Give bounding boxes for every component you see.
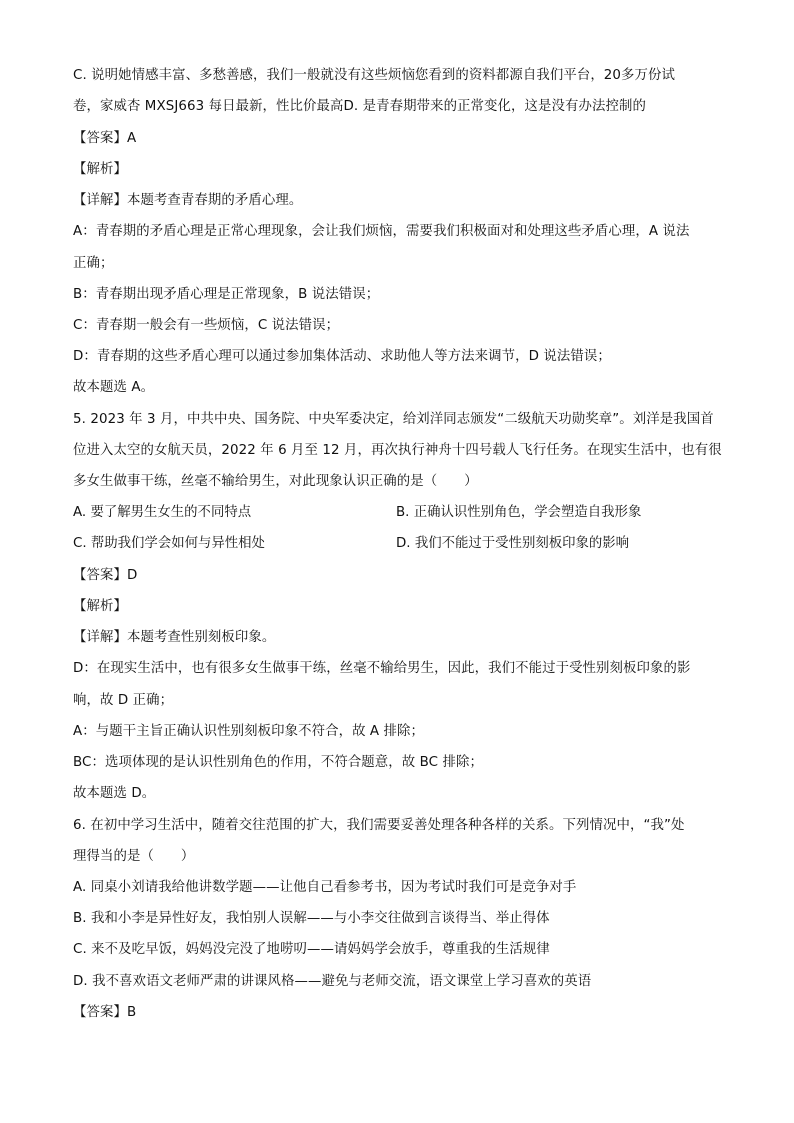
q6-option-c: C. 来不及吃早饭，妈妈没完没了地唠叨——请妈妈学会放手，尊重我的生活规律 [73, 942, 550, 957]
q5-answer: 【答案】D [73, 568, 138, 583]
q4-a-line1: A：青春期的矛盾心理是正常心理现象，会让我们烦恼，需要我们积极面对和处理这些矛盾心理，A 说法 [73, 224, 690, 239]
q6-option-b: B. 我和小李是异性好友，我怕别人误解——与小李交往做到言谈得当、举止得体 [73, 911, 550, 926]
q5-option-a: A. 要了解男生女生的不同特点 [73, 505, 252, 520]
q5-analysis: 【解析】 [73, 599, 127, 614]
q5-stem-line1: 5. 2023 年 3 月，中共中央、国务院、中央军委决定，给刘洋同志颁发“二级航天功勋奖章”。刘洋是我国首 [73, 412, 714, 427]
q6-option-a: A. 同桌小刘请我给他讲数学题——让他自己看参考书，因为考试时我们可是竞争对手 [73, 880, 577, 895]
q4-c-line: C：青春期一般会有一些烦恼，C 说法错误； [73, 318, 340, 333]
q5-detail: 【详解】本题考查性别刻板印象。 [73, 630, 276, 645]
q5-conclusion: 故本题选 D。 [73, 786, 156, 801]
q6-stem-line1: 6. 在初中学习生活中，随着交往范围的扩大，我们需要妥善处理各种各样的关系。下列情况中，“我”处 [73, 818, 685, 833]
q4-d-line: D：青春期的这些矛盾心理可以通过参加集体活动、求助他人等方法来调节，D 说法错误； [73, 349, 611, 364]
q5-a-line: A：与题干主旨正确认识性别刻板印象不符合，故 A 排除； [73, 724, 425, 739]
q4-b-line: B：青春期出现矛盾心理是正常现象，B 说法错误； [73, 287, 380, 302]
q4-analysis: 【解析】 [73, 162, 127, 177]
q5-stem-line2: 位进入太空的女航天员，2022 年 6 月至 12 月，再次执行神舟十四号载人飞行任务。在现实生活中，也有很 [73, 443, 722, 458]
q4-analysis-label: 解析 [86, 162, 114, 177]
q4-answer: 【答案】A [73, 131, 137, 146]
q6-option-d: D. 我不喜欢语文老师严肃的讲课风格——避免与老师交流，语文课堂上学习喜欢的英语 [73, 974, 592, 989]
q6-stem-line2: 理得当的是（ ） [73, 849, 195, 864]
q5-analysis-label: 解析 [86, 599, 114, 614]
q4-option-c-line2: 卷，家威杏 MXSJ663 每日最新，性比价最高D. 是青春期带来的正常变化，这是没有办法控制的 [73, 99, 646, 114]
q4-detail: 【详解】本题考查青春期的矛盾心理。 [73, 193, 303, 208]
q5-d-line2: 响，故 D 正确； [73, 693, 174, 708]
q6-answer: 【答案】B [73, 1005, 137, 1020]
q5-option-c: C. 帮助我们学会如何与异性相处 [73, 536, 265, 551]
q4-option-c-line1: C. 说明她情感丰富、多愁善感，我们一般就没有这些烦恼您看到的资料都源自我们平台，20多万份试 [73, 68, 676, 83]
q4-conclusion: 故本题选 A。 [73, 380, 155, 395]
q5-bc-line: BC：选项体现的是认识性别角色的作用，不符合题意，故 BC 排除； [73, 755, 483, 770]
q5-option-b: B. 正确认识性别角色，学会塑造自我形象 [396, 505, 642, 520]
q5-option-d: D. 我们不能过于受性别刻板印象的影响 [396, 536, 630, 551]
q5-stem-line3: 多女生做事干练，丝毫不输给男生，对此现象认识正确的是（ ） [73, 474, 478, 489]
q5-d-line1: D：在现实生活中，也有很多女生做事干练，丝毫不输给男生，因此，我们不能过于受性别刻板印象的影 [73, 661, 691, 676]
q4-a-line2: 正确； [73, 256, 114, 271]
